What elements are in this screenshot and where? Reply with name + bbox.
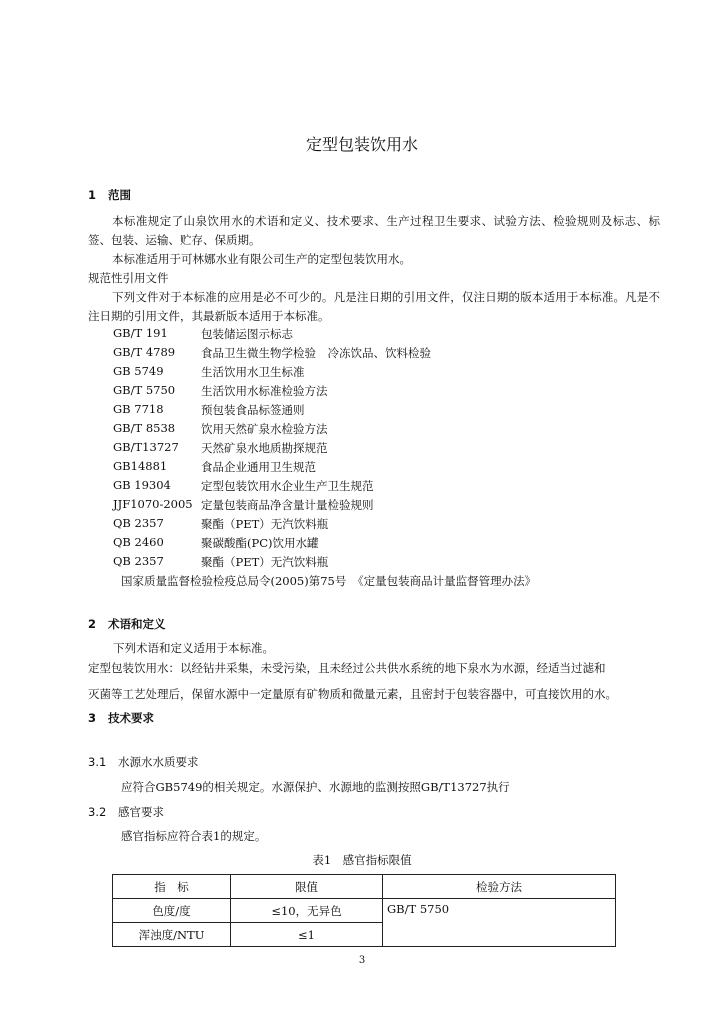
subsection-title: 感官要求 — [118, 805, 164, 819]
reference-title: 聚酯（PET）无汽饮料瓶 — [201, 555, 329, 569]
reference-code: QB 2357 — [113, 516, 164, 530]
document-title: 定型包装饮用水 — [305, 135, 418, 154]
reference-title: 天然矿泉水地质勘探规范 — [201, 441, 328, 455]
cell-method: GB/T 5750 — [383, 899, 616, 947]
page-number: 3 — [358, 955, 366, 966]
section-2-heading — [88, 616, 166, 632]
reference-title: 包装储运图示标志 — [201, 327, 293, 341]
reference-title: 食品卫生微生物学检验 冷冻饮品、饮料检验 — [201, 346, 431, 360]
decree-reference: 国家质量监督检验检疫总局令(2005)第75号 《定量包装商品计量监督管理办法》 — [121, 574, 537, 588]
reference-code: GB14881 — [113, 459, 168, 473]
sensory-requirement: 感官指标应符合表1的规定。 — [121, 829, 267, 843]
reference-code: GB/T 8538 — [113, 421, 176, 435]
cell-indicator: 浑浊度/NTU — [113, 923, 231, 947]
subsection-number: 3.1 — [88, 755, 107, 769]
header-method: 检验方法 — [383, 875, 616, 899]
terms-intro: 下列术语和定义适用于本标准。 — [113, 641, 274, 655]
subsection-number: 3.2 — [88, 805, 107, 819]
table-header-row — [113, 875, 616, 899]
subsection-3-1-heading — [88, 754, 199, 770]
section-number: 3 — [88, 711, 97, 725]
section-number: 1 — [88, 188, 97, 202]
header-limit: 限值 — [231, 875, 383, 899]
definition-line-2: 灭菌等工艺处理后，保留水源中一定量原有矿物质和微量元素，且密封于包装容器中，可直接饮用的水。 — [88, 687, 617, 701]
section-title: 范围 — [108, 188, 131, 202]
section-title: 术语和定义 — [108, 617, 166, 631]
reference-title: 饮用天然矿泉水检验方法 — [201, 422, 328, 436]
table-row — [113, 899, 616, 923]
cell-limit: ≤1 — [231, 923, 383, 947]
reference-code: GB/T13727 — [113, 440, 179, 454]
cell-limit: ≤10，无异色 — [231, 899, 383, 923]
reference-title: 聚碳酸酯(PC)饮用水罐 — [201, 536, 319, 550]
reference-title: 预包装食品标签通则 — [201, 403, 305, 417]
section-3-heading — [88, 710, 154, 726]
reference-code: GB/T 5750 — [113, 383, 176, 397]
reference-title: 生活饮用水标准检验方法 — [201, 384, 328, 398]
reference-code: GB 7718 — [113, 402, 164, 416]
cell-indicator: 色度/度 — [113, 899, 231, 923]
normative-references-heading: 规范性引用文件 — [88, 271, 169, 285]
reference-code: QB 2357 — [113, 554, 164, 568]
reference-title: 聚酯（PET）无汽饮料瓶 — [201, 517, 329, 531]
definition-line-1: 定型包装饮用水：以经钻井采集，未受污染，且未经过公共供水系统的地下泉水为水源，经适当过滤和 — [88, 661, 606, 675]
normative-intro-paragraph: 下列文件对于本标准的应用是必不可少的。凡是注日期的引用文件，仅注日期的版本适用于本标准。凡是不注日期的引用文件，其最新版本适用于本标准。 — [88, 290, 660, 323]
water-source-requirement: 应符合GB5749的相关规定。水源保护、水源地的监测按照GB/T13727执行 — [121, 780, 510, 794]
section-1-heading — [88, 187, 131, 203]
section-title: 技术要求 — [108, 711, 154, 725]
reference-code: GB 19304 — [113, 478, 171, 492]
reference-title: 定量包装商品净含量计量检验规则 — [201, 498, 374, 512]
applicability-paragraph: 本标准适用于可林娜水业有限公司生产的定型包装饮用水。 — [112, 252, 411, 266]
reference-title: 定型包装饮用水企业生产卫生规范 — [201, 479, 374, 493]
header-indicator: 指 标 — [113, 875, 231, 899]
reference-code: GB/T 191 — [113, 326, 168, 340]
reference-code: JJF1070-2005 — [113, 497, 193, 511]
subsection-title: 水源水水质要求 — [118, 755, 199, 769]
reference-code: QB 2460 — [113, 535, 164, 549]
table-caption: 表1 感官指标限值 — [312, 853, 412, 867]
reference-title: 生活饮用水卫生标准 — [201, 365, 305, 379]
reference-title: 食品企业通用卫生规范 — [201, 460, 316, 474]
sensory-limits-table — [112, 874, 616, 947]
reference-code: GB 5749 — [113, 364, 164, 378]
scope-paragraph: 本标准规定了山泉饮用水的术语和定义、技术要求、生产过程卫生要求、试验方法、检验规则及标志、标签、包装、运输、贮存、保质期。 — [88, 214, 660, 247]
section-number: 2 — [88, 617, 97, 631]
reference-code: GB/T 4789 — [113, 345, 176, 359]
subsection-3-2-heading — [88, 804, 164, 820]
